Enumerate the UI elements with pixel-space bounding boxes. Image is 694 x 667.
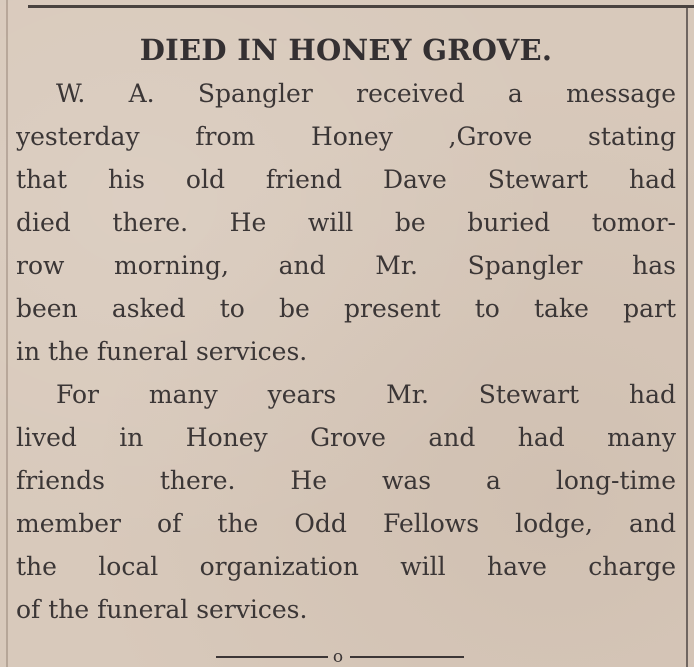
left-paper-edge bbox=[6, 0, 8, 667]
right-column-rule bbox=[686, 8, 688, 667]
paragraph-1 bbox=[16, 72, 676, 373]
paragraph-1-line-2: yesterday from Honey ,Grove stating bbox=[16, 122, 676, 151]
article-headline: DIED IN HONEY GROVE. bbox=[139, 33, 553, 67]
paragraph-2-line-5: the local organization will have charge bbox=[16, 552, 676, 581]
ornament-circle: o bbox=[332, 647, 344, 667]
paragraph-1-line-7: in the funeral services. bbox=[16, 337, 308, 366]
paragraph-1-line-6: been asked to be present to take part bbox=[16, 294, 676, 323]
paragraph-2 bbox=[16, 373, 676, 631]
ornament-right-rule bbox=[350, 656, 464, 658]
end-ornament bbox=[216, 644, 464, 667]
paragraph-2-line-1: For many years Mr. Stewart had bbox=[56, 380, 676, 409]
article bbox=[16, 28, 676, 631]
top-column-rule bbox=[28, 5, 694, 8]
paragraph-2-line-4: member of the Odd Fellows lodge, and bbox=[16, 509, 676, 538]
paragraph-2-line-3: friends there. He was a long-time bbox=[16, 466, 676, 495]
paragraph-1-line-1: W. A. Spangler received a message bbox=[56, 79, 676, 108]
paragraph-1-line-5: row morning, and Mr. Spangler has bbox=[16, 251, 676, 280]
paragraph-2-line-6: of the funeral services. bbox=[16, 595, 308, 624]
ornament-left-rule bbox=[216, 656, 328, 658]
paragraph-1-line-4: died there. He will be buried tomor- bbox=[16, 208, 676, 237]
paragraph-2-line-2: lived in Honey Grove and had many bbox=[16, 423, 676, 452]
paragraph-1-line-3: that his old friend Dave Stewart had bbox=[16, 165, 676, 194]
